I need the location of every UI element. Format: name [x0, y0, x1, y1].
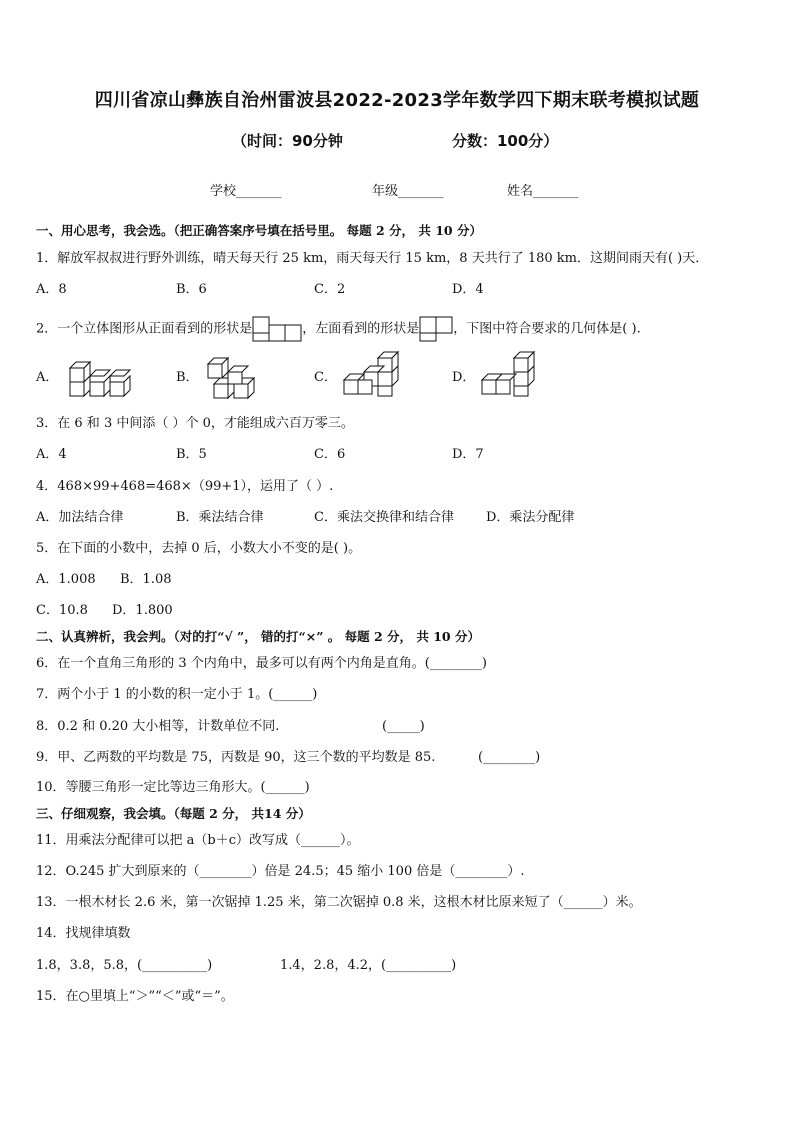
- q4-option-a[interactable]: A．加法结合律: [36, 510, 124, 525]
- cube-figure-b: [202, 352, 268, 402]
- q1-option-b[interactable]: B．6: [176, 282, 207, 297]
- question-5: 5．在下面的小数中，去掉 0 后，小数大小不变的是( )。: [36, 541, 362, 556]
- cube-figure-a: [64, 352, 134, 400]
- school-field[interactable]: 学校_______: [210, 184, 282, 199]
- q1-option-c[interactable]: C．2: [314, 282, 346, 297]
- question-6: 6．在一个直角三角形的 3 个内角中，最多可以有两个内角是直角。(________): [36, 656, 487, 671]
- q2-option-a[interactable]: A．: [36, 370, 59, 385]
- q1-option-d[interactable]: D．4: [452, 282, 484, 297]
- q9-answer-blank[interactable]: (________): [478, 750, 541, 765]
- question-10: 10．等腰三角形一定比等边三角形大。(______): [36, 780, 310, 795]
- question-4: 4．468×99+468=468×（99+1），运用了（ ）.: [36, 479, 334, 494]
- q3-option-d[interactable]: D．7: [452, 447, 484, 462]
- grade-field[interactable]: 年级_______: [372, 184, 444, 199]
- q3-option-a[interactable]: A．4: [36, 447, 67, 462]
- q2-option-c[interactable]: C．: [314, 370, 337, 385]
- q4-option-c[interactable]: C．乘法交换律和结合律: [314, 510, 454, 525]
- q14-sequence-2[interactable]: 1.4，2.8，4.2，(__________): [280, 958, 457, 973]
- q14-sequence-1[interactable]: 1.8，3.8，5.8，(__________): [36, 958, 213, 973]
- q4-option-d[interactable]: D．乘法分配律: [486, 510, 575, 525]
- q5-option-c[interactable]: C．10.8: [36, 603, 88, 618]
- question-9: 9．甲、乙两数的平均数是 75，丙数是 90，这三个数的平均数是 85.: [36, 750, 436, 765]
- page-title: 四川省凉山彝族自治州雷波县2022-2023学年数学四下期末联考模拟试题: [94, 90, 700, 111]
- q4-option-b[interactable]: B．乘法结合律: [176, 510, 264, 525]
- q5-option-a[interactable]: A．1.008: [36, 572, 96, 587]
- q2-option-d[interactable]: D．: [452, 370, 476, 385]
- q3-option-c[interactable]: C．6: [314, 447, 346, 462]
- left-view-diagram: [419, 316, 453, 342]
- q1-option-a[interactable]: A．8: [36, 282, 67, 297]
- q2-text-pre: 2．一个立体图形从正面看到的形状是: [36, 321, 253, 337]
- question-2: [36, 316, 641, 342]
- q5-option-b[interactable]: B．1.08: [120, 572, 172, 587]
- question-7: 7．两个小于 1 的小数的积一定小于 1。(______): [36, 687, 318, 702]
- q8-answer-blank[interactable]: (_____): [382, 719, 425, 734]
- q3-option-b[interactable]: B．5: [176, 447, 207, 462]
- q2-text-mid: ，左面看到的形状是: [302, 321, 420, 337]
- cube-figure-c: [340, 350, 404, 402]
- exam-time: （时间：90分钟: [232, 132, 343, 150]
- section-3-heading: 三、仔细观察，我会填。（每题 2 分， 共14 分）: [36, 806, 311, 821]
- front-view-diagram: [252, 316, 302, 342]
- question-1: 1．解放军叔叔进行野外训练，晴天每天行 25 km，雨天每天行 15 km，8 天共行了 180 km．这期间雨天有( )天．: [36, 251, 709, 266]
- question-14: 14．找规律填数: [36, 926, 131, 941]
- q2-option-b[interactable]: B．: [176, 370, 199, 385]
- section-2-heading: 二、认真辨析，我会判。（对的打“√ ”， 错的打“×” 。 每题 2 分， 共 10 分）: [36, 629, 480, 644]
- question-8: 8．0.2 和 0.20 大小相等，计数单位不同.: [36, 719, 280, 734]
- cube-figure-d: [478, 350, 542, 402]
- q2-text-post: ，下图中符合要求的几何体是( ).: [453, 321, 641, 337]
- q5-option-d[interactable]: D．1.800: [112, 603, 173, 618]
- question-13: 13．一根木材长 2.6 米，第一次锯掉 1.25 米，第二次锯掉 0.8 米，这根木材比原来短了（______）米。: [36, 895, 642, 910]
- name-field[interactable]: 姓名_______: [507, 184, 579, 199]
- question-11: 11．用乘法分配律可以把 a（b＋c）改写成（______）。: [36, 833, 360, 848]
- exam-score: 分数：100分）: [452, 132, 559, 150]
- question-12: 12．O.245 扩大到原来的（________）倍是 24.5；45 缩小 100 倍是（________）.: [36, 864, 525, 879]
- question-3: 3．在 6 和 3 中间添（ ）个 0，才能组成六百万零三。: [36, 416, 354, 431]
- section-1-heading: 一、用心思考，我会选。（把正确答案序号填在括号里。 每题 2 分， 共 10 分）: [36, 223, 482, 238]
- question-15: 15．在○里填上“＞”“＜”或“＝”。: [36, 989, 234, 1004]
